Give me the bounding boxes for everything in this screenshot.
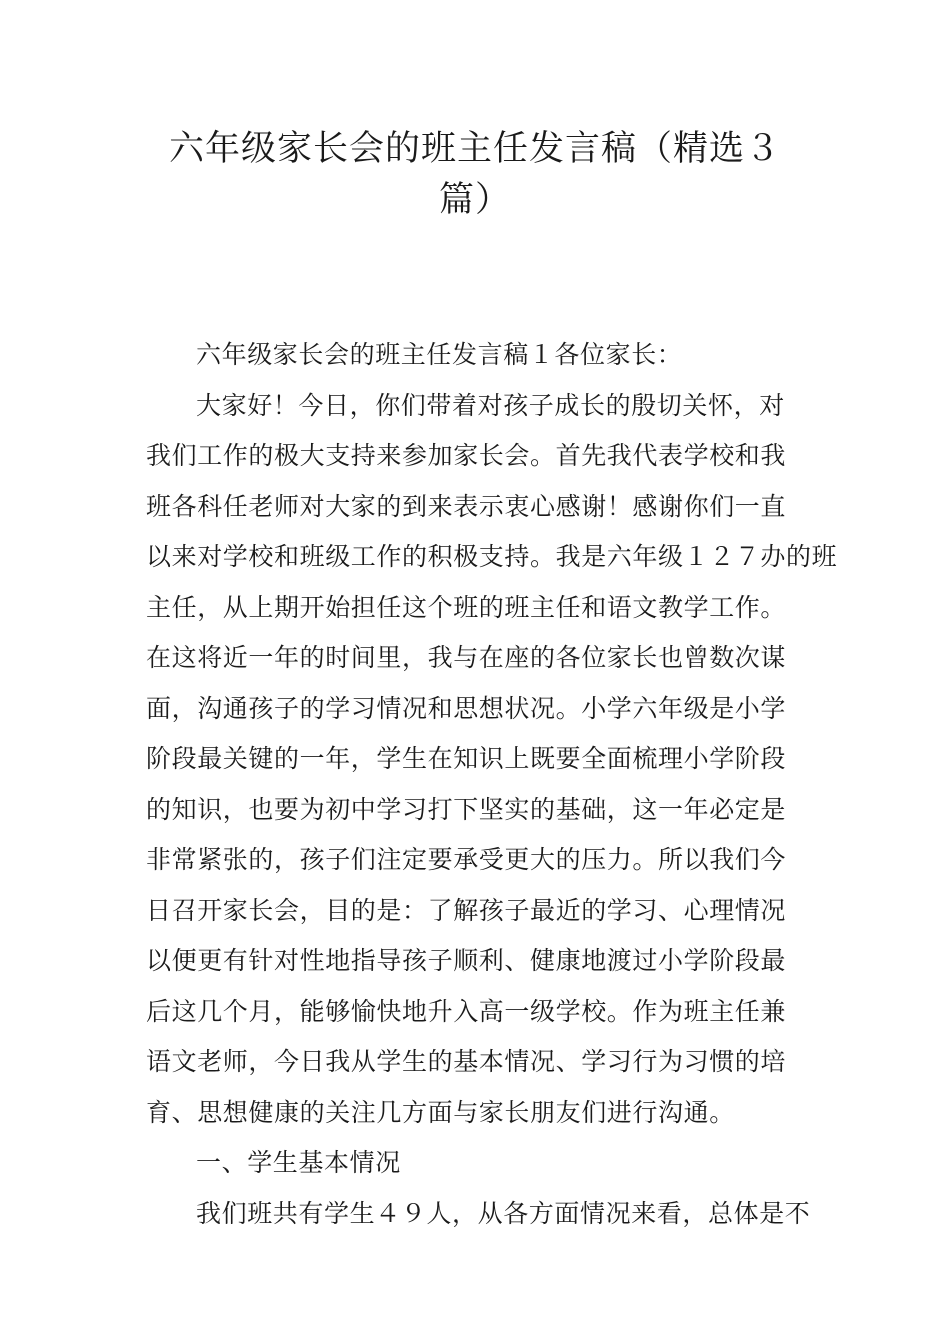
- body-line: 非常紧张的，孩子们注定要承受更大的压力。所以我们今: [146, 845, 787, 874]
- body-line: 语文老师，今日我从学生的基本情况、学习行为习惯的培: [146, 1047, 787, 1076]
- body-line: 班各科任老师对大家的到来表示衷心感谢！感谢你们一直: [146, 491, 787, 521]
- body-line: 的知识，也要为初中学习打下坚实的基础，这一年必定是: [146, 794, 787, 824]
- title-line: 六年级家长会的班主任发言稿（精选３: [168, 129, 781, 169]
- document-title: [140, 126, 810, 227]
- title-line: 篇）: [438, 179, 511, 220]
- document-body: [146, 330, 838, 1239]
- section-heading: 一、学生基本情况: [196, 1148, 401, 1177]
- body-line: 主任，从上期开始担任这个班的班主任和语文教学工作。: [146, 592, 787, 622]
- body-line: 我们班共有学生４９人，从各方面情况来看，总体是不: [196, 1198, 811, 1228]
- body-line: 在这将近一年的时间里，我与在座的各位家长也曾数次谋: [146, 643, 787, 672]
- body-line: 日召开家长会，目的是：了解孩子最近的学习、心理情况: [146, 895, 787, 925]
- body-line: 六年级家长会的班主任发言稿１各位家长：: [196, 340, 683, 369]
- body-line: 我们工作的极大支持来参加家长会。首先我代表学校和我: [146, 441, 787, 470]
- body-line: 面，沟通孩子的学习情况和思想状况。小学六年级是小学: [146, 693, 787, 723]
- body-line: 大家好！今日，你们带着对孩子成长的殷切关怀，对: [196, 390, 785, 420]
- body-line: 育、思想健康的关注几方面与家长朋友们进行沟通。: [146, 1097, 735, 1127]
- body-line: 后这几个月，能够愉快地升入高一级学校。作为班主任兼: [146, 996, 787, 1026]
- body-line: 以便更有针对性地指导孩子顺利、健康地渡过小学阶段最: [146, 946, 787, 975]
- body-line: 以来对学校和班级工作的积极支持。我是六年级１２７办的班: [146, 542, 838, 571]
- body-line: 阶段最关键的一年，学生在知识上既要全面梳理小学阶段: [146, 744, 787, 773]
